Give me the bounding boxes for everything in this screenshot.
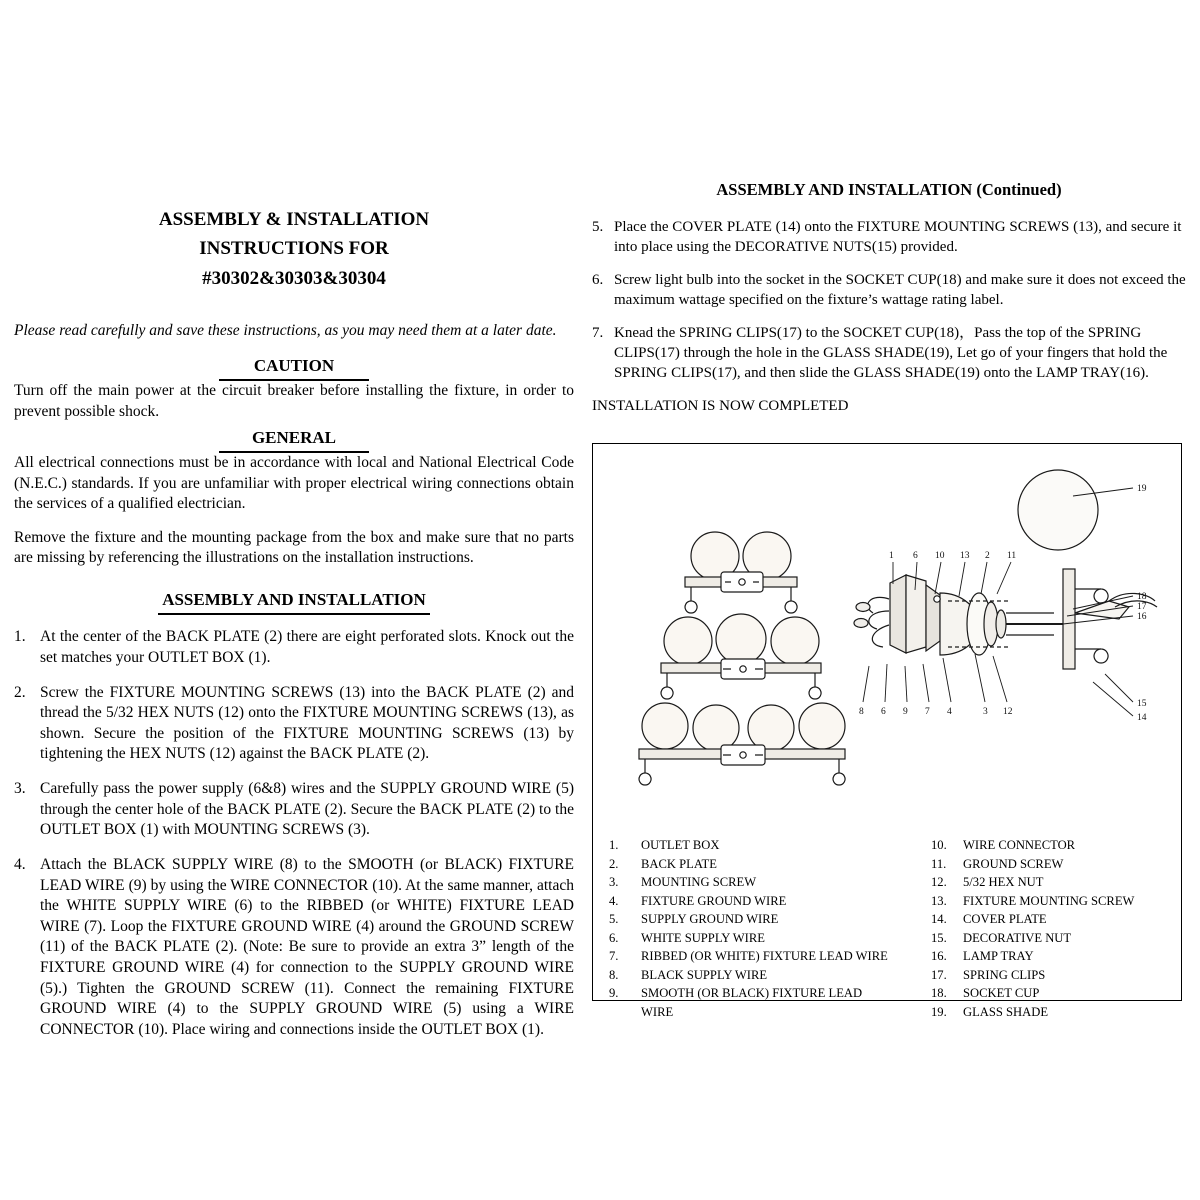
legend-number: 12.	[931, 875, 947, 889]
list-item	[609, 966, 939, 985]
list-item	[609, 855, 939, 874]
callout-3: 3	[983, 707, 988, 717]
read-carefully-note: Please read carefully and save these instructions, as you may need them at a later date.	[14, 322, 557, 340]
callout-19: 19	[1137, 484, 1147, 494]
step-number: 4.	[14, 855, 26, 873]
legend-label: 5/32 HEX NUT	[963, 875, 1044, 889]
legend-number: 4.	[609, 893, 619, 908]
list-item	[931, 836, 1171, 855]
list-item	[931, 966, 1171, 985]
legend-number: 16.	[931, 949, 947, 963]
legend-label: LAMP TRAY	[963, 949, 1034, 963]
callout-12: 12	[1003, 707, 1013, 717]
legend-column-2	[931, 836, 1171, 1021]
title-line-3: #30302&30303&30304	[202, 267, 386, 289]
list-item	[14, 683, 574, 765]
step-number: 1.	[14, 628, 26, 646]
legend-label: BACK PLATE	[641, 856, 717, 871]
continued-heading: ASSEMBLY AND INSTALLATION (Continued)	[716, 180, 1062, 199]
callout-13: 13	[960, 551, 970, 561]
legend-label: RIBBED (OR WHITE) FIXTURE LEAD WIRE	[641, 949, 888, 963]
legend-number: 11.	[931, 856, 947, 871]
legend-label: MOUNTING SCREW	[641, 875, 757, 889]
list-item	[609, 947, 939, 966]
legend-number: 6.	[609, 930, 619, 945]
title-line-1: ASSEMBLY & INSTALLATION	[158, 209, 430, 230]
legend-label: GLASS SHADE	[963, 1004, 1049, 1019]
legend-label: OUTLET BOX	[641, 838, 720, 852]
list-item	[14, 779, 574, 841]
callout-10: 10	[935, 551, 945, 561]
legend-label: GROUND SCREW	[963, 856, 1064, 871]
legend-number: 14.	[931, 912, 947, 926]
legend-label: WIRE CONNECTOR	[963, 838, 1076, 852]
callout-6b: 6	[881, 707, 886, 717]
callout-1: 1	[889, 551, 894, 561]
callout-8: 8	[859, 707, 864, 717]
legend-number: 17.	[931, 967, 947, 982]
legend-number: 5.	[609, 912, 619, 926]
right-column	[592, 180, 1186, 423]
list-item	[14, 855, 574, 1040]
continued-steps-list	[592, 218, 1186, 384]
step-number: 3.	[14, 780, 26, 798]
legend-number: 8.	[609, 967, 619, 982]
list-item	[592, 271, 1186, 311]
figure-box	[592, 443, 1182, 1019]
legend-label: BLACK SUPPLY WIRE	[641, 967, 768, 982]
step-text: Knead the SPRING CLIPS(17) to the SOCKET CUP(18)，Pass the top of the SPRING CLIPS(17) through the hole in the GLASS SHADE(19), Let go of your fingers that hold the SPRING CLIPS(17), and then slide the GLASS SHADE(19) onto the LAMP TRAY(16).	[614, 324, 1168, 381]
legend-label: COVER PLATE	[963, 912, 1047, 926]
installation-complete-text: INSTALLATION IS NOW COMPLETED	[592, 397, 849, 414]
step-number: 5.	[592, 219, 604, 235]
step-text: Attach the BLACK SUPPLY WIRE (8) to the SMOOTH (or BLACK) FIXTURE LEAD WIRE (9) by using the WIRE CONNECTOR (10). At the same manner, attach the WHITE SUPPLY WIRE (6) to the RIBBED (or WHITE) FIXTURE LEAD WIRE (7). Loop the FIXTURE GROUND WIRE (4) around the GROUND SCREW (11) of the BACK PLATE (2). (Note: Be sure to provide an extra 3” length of the FIXTURE GROUND WIRE (4) for connection to the SUPPLY GROUND WIRE (5).) Tighten the GROUND SCREW (11). Connect the remaining FIXTURE GROUND WIRE (4) to the SUPPLY GROUND WIRE (5) using a WIRE CONNECTOR (10). Place wiring and connections inside the OUTLET BOX (1).	[40, 855, 574, 1038]
step-text: Place the COVER PLATE (14) onto the FIXTURE MOUNTING SCREWS (13), and secure it into place using the DECORATIVE NUTS(15) provided.	[614, 219, 1182, 255]
step-text: Carefully pass the power supply (6&8) wires and the SUPPLY GROUND WIRE (5) through the center hole of the BACK PLATE (2). Secure the BACK PLATE (2) to the OUTLET BOX (1) with MOUNTING SCREWS (3).	[40, 780, 574, 839]
step-text: Screw light bulb into the socket in the SOCKET CUP(18) and make sure it does not exceed the maximum wattage specified on the fixture’s wattage rating label.	[614, 271, 1186, 308]
legend-label: FIXTURE MOUNTING SCREW	[963, 893, 1135, 908]
list-item	[592, 218, 1186, 258]
legend-number: 13.	[931, 893, 947, 908]
title-line-2: INSTRUCTIONS FOR	[199, 238, 389, 260]
legend-number: 2.	[609, 856, 619, 871]
fixture-diagram	[593, 444, 1183, 834]
caution-heading: CAUTION	[253, 356, 335, 376]
legend-label: SUPPLY GROUND WIRE	[641, 912, 779, 926]
list-item	[931, 855, 1171, 874]
legend-label: SPRING CLIPS	[963, 967, 1046, 982]
legend-label: SOCKET CUP	[963, 986, 1040, 1000]
step-text: At the center of the BACK PLATE (2) there are eight perforated slots. Knock out the set matches your OUTLET BOX (1).	[40, 628, 574, 667]
list-item	[609, 1003, 939, 1022]
step-text: Screw the FIXTURE MOUNTING SCREWS (13) into the BACK PLATE (2) and thread the 5/32 HEX NUTS (12) onto the FIXTURE MOUNTING SCREWS (13), as shown. Secure the position of the FIXTURE MOUNTING SCREWS (13) by tightening the HEX NUTS (12) against the BACK PLATE (2).	[40, 683, 574, 763]
list-item	[14, 627, 574, 668]
callout-7: 7	[925, 707, 930, 717]
list-item	[609, 836, 939, 855]
left-column	[14, 205, 574, 1054]
legend-number: 10.	[931, 838, 947, 852]
document-title	[14, 205, 574, 293]
legend-number: 7.	[609, 949, 619, 963]
callout-16: 16	[1137, 612, 1147, 622]
list-item	[609, 873, 939, 892]
list-item	[592, 324, 1186, 384]
callout-11: 11	[1007, 551, 1017, 561]
list-item	[931, 947, 1171, 966]
list-item	[609, 910, 939, 929]
step-number: 2.	[14, 683, 26, 701]
list-item	[931, 892, 1171, 911]
general-text: All electrical connections must be in accordance with local and National Electrical Code (N.E.C.) standards. If you are unfamiliar with proper electrical wiring connections obtain the services of a qualified electrician.	[14, 454, 574, 513]
legend-number: 9.	[609, 986, 619, 1000]
assembly-rule	[158, 613, 430, 615]
callout-18: 18	[1137, 592, 1147, 602]
legend-column-1	[609, 836, 939, 1021]
legend-label: FIXTURE GROUND WIRE	[641, 893, 787, 908]
callout-17: 17	[1137, 602, 1147, 612]
legend-label: WIRE	[641, 1004, 674, 1019]
legend-number: 15.	[931, 930, 947, 945]
legend-number: 18.	[931, 986, 947, 1000]
list-item	[931, 1003, 1171, 1022]
legend-number: 1.	[609, 838, 619, 852]
list-item	[609, 984, 939, 1003]
legend-label: SMOOTH (OR BLACK) FIXTURE LEAD	[641, 986, 863, 1000]
legend-number: 19.	[931, 1004, 947, 1019]
legend-label: WHITE SUPPLY WIRE	[641, 930, 765, 945]
legend-number: 3.	[609, 875, 619, 889]
callout-15: 15	[1137, 699, 1147, 709]
callout-4: 4	[947, 707, 952, 717]
callout-9: 9	[903, 707, 908, 717]
general-text-2: Remove the fixture and the mounting package from the box and make sure that no parts are missing by referencing the illustrations on the installation instructions.	[14, 528, 574, 566]
legend-label: DECORATIVE NUT	[963, 930, 1072, 945]
list-item	[609, 892, 939, 911]
callout-14: 14	[1137, 713, 1147, 723]
list-item	[931, 984, 1171, 1003]
list-item	[931, 929, 1171, 948]
caution-text: Turn off the main power at the circuit breaker before installing the fixture, in order to prevent possible shock.	[14, 382, 574, 420]
general-heading: GENERAL	[251, 428, 337, 448]
assembly-heading: ASSEMBLY AND INSTALLATION	[162, 590, 426, 610]
list-item	[609, 929, 939, 948]
assembly-steps-list	[14, 627, 574, 1040]
list-item	[931, 910, 1171, 929]
callout-2: 2	[985, 551, 990, 561]
step-number: 6.	[592, 271, 604, 288]
list-item	[931, 873, 1171, 892]
callout-6: 6	[913, 551, 918, 561]
step-number: 7.	[592, 324, 604, 341]
